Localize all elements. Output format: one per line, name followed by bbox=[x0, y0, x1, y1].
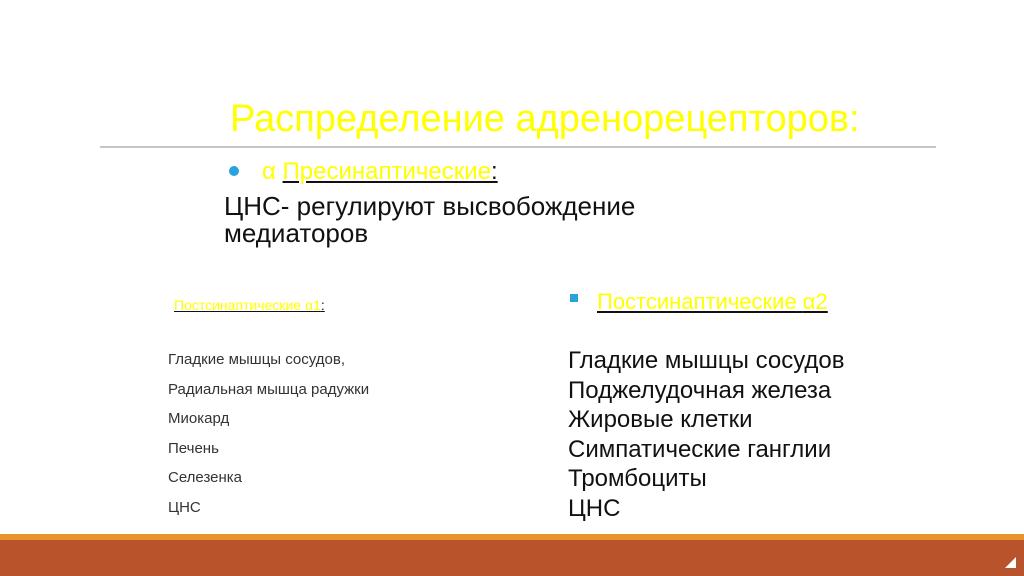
left-heading-colon: : bbox=[320, 297, 325, 313]
right-heading-num: 2 bbox=[815, 289, 828, 314]
list-item: ЦНС bbox=[568, 494, 621, 522]
corner-triangle-icon bbox=[1005, 557, 1016, 568]
list-item: Радиальная мышца радужки bbox=[168, 380, 370, 398]
footer-bar bbox=[0, 540, 1024, 576]
list-item: Гладкие мышцы сосудов bbox=[568, 347, 845, 374]
list-item: Жировые клетки bbox=[568, 406, 753, 434]
list-item: Симпатические ганглии bbox=[568, 435, 832, 463]
slide-title: Распределение адренорецепторов: bbox=[230, 98, 860, 140]
list-item: ЦНС bbox=[168, 498, 201, 516]
left-heading-num: 1 bbox=[313, 297, 321, 313]
presynaptic-label: Пресинаптические bbox=[282, 158, 491, 185]
bullet-dot-icon bbox=[229, 166, 239, 176]
square-bullet-icon bbox=[570, 294, 578, 302]
list-item: Селезенка bbox=[168, 469, 243, 486]
left-column-list bbox=[168, 349, 369, 526]
right-column-heading bbox=[597, 287, 828, 317]
list-item: Тромбоциты bbox=[568, 465, 707, 493]
left-heading-text: Постсинаптические bbox=[174, 297, 305, 313]
list-item: Печень bbox=[168, 439, 219, 457]
list-item: Миокард bbox=[168, 410, 230, 427]
left-column-heading bbox=[174, 295, 325, 315]
presynaptic-body: ЦНС- регулируют высвобождение медиаторов bbox=[224, 191, 636, 248]
presynaptic-colon: : bbox=[491, 158, 498, 185]
title-divider bbox=[100, 146, 936, 148]
presynaptic-heading bbox=[262, 157, 498, 187]
list-item: Поджелудочная железа bbox=[568, 376, 832, 404]
alpha-symbol: α bbox=[262, 158, 276, 185]
left-heading-alpha: α bbox=[304, 297, 314, 313]
list-item: Гладкие мышцы сосудов, bbox=[168, 351, 345, 368]
right-heading-text: Постсинаптические bbox=[597, 289, 803, 314]
right-heading-alpha: α bbox=[802, 289, 816, 314]
right-column-list bbox=[568, 346, 845, 524]
